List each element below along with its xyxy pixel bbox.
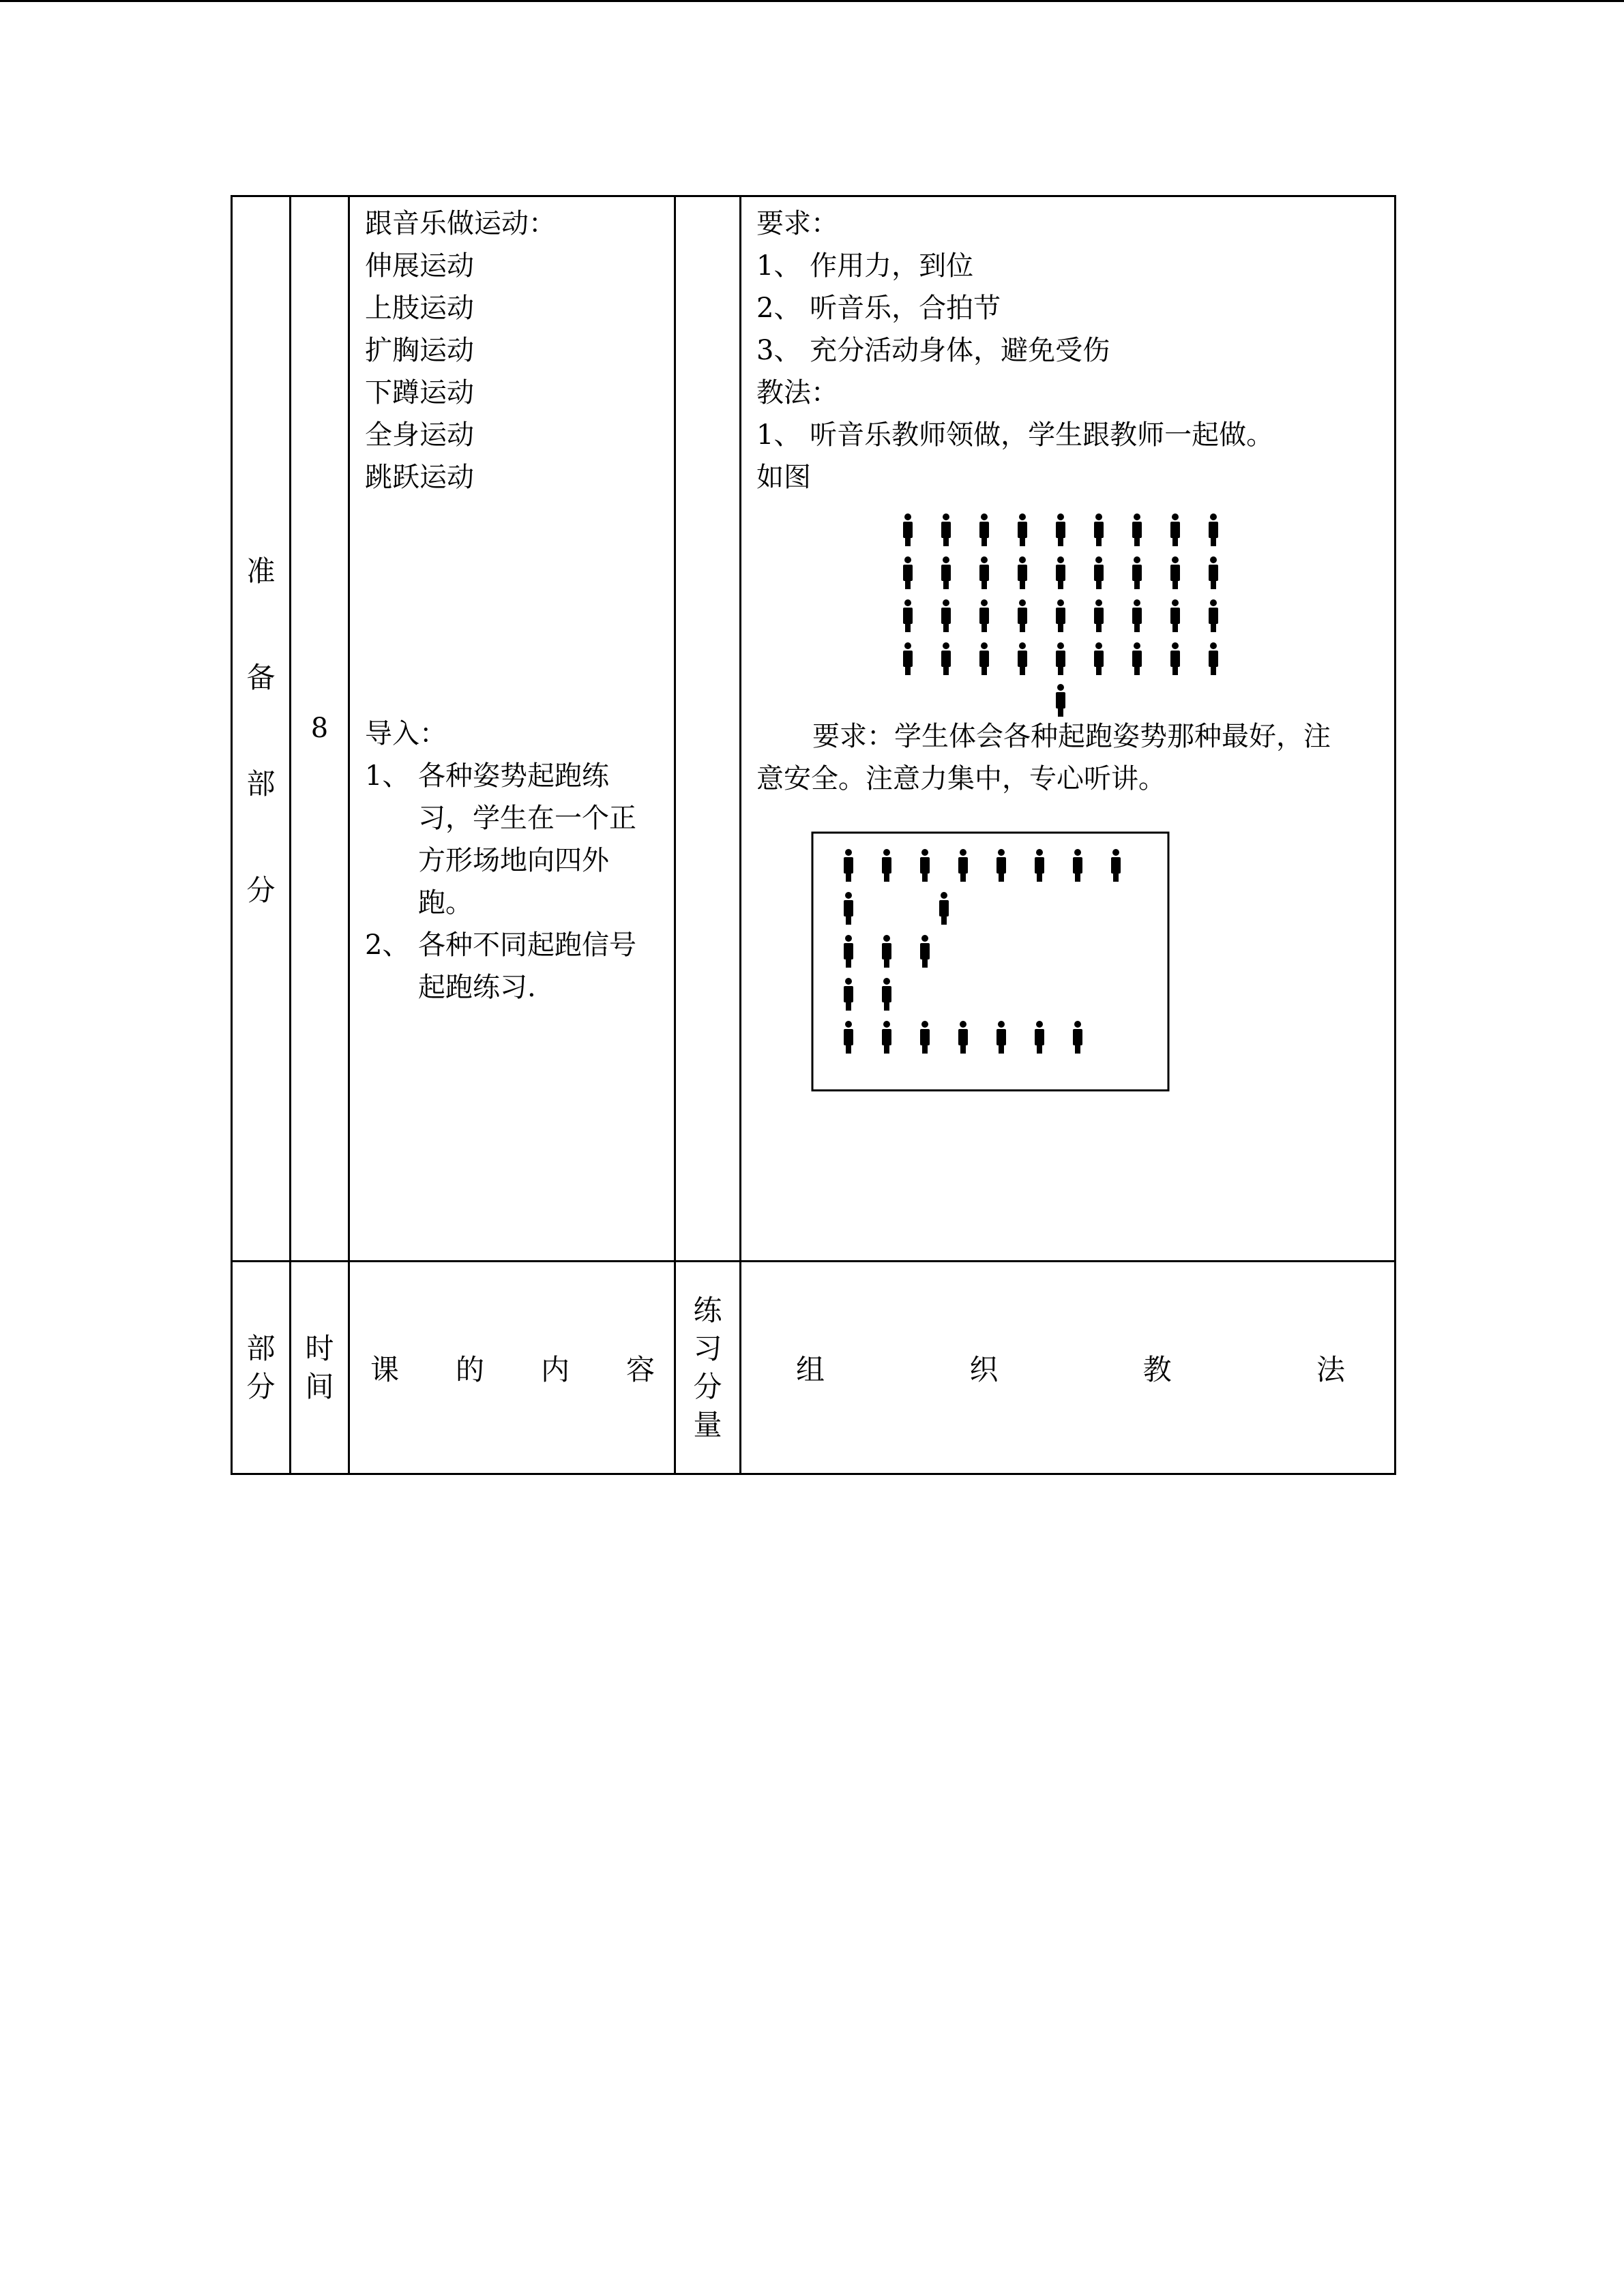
person-icon <box>1094 599 1104 632</box>
person-icon <box>1209 642 1218 675</box>
person-icon <box>1018 513 1027 546</box>
music-exercise-title: 跟音乐做运动： <box>365 208 556 239</box>
person-icon <box>844 978 853 1011</box>
exercise-item: 全身运动 <box>365 419 474 451</box>
header-amount-cell <box>675 1262 741 1474</box>
square-field-diagram <box>756 800 1370 1114</box>
intro-item: 2、 各种不同起跑信号 起跑练习. <box>365 929 636 1003</box>
person-icon <box>941 642 951 675</box>
person-icon <box>903 642 913 675</box>
person-icon <box>920 1021 930 1054</box>
person-icon <box>844 892 853 925</box>
intro-item: 1、 各种姿势起跑练 习，学生在一个正 方形场地向四外 跑。 <box>365 760 636 919</box>
person-icon <box>1073 1021 1082 1054</box>
person-icon <box>941 513 951 546</box>
requirement-item: 2、 听音乐，合拍节 <box>756 293 1001 324</box>
person-icon <box>941 556 951 589</box>
requirements-title: 要求： <box>756 208 838 239</box>
exercise-item: 伸展运动 <box>365 250 474 282</box>
header-content-cell <box>349 1262 675 1474</box>
person-icon <box>939 892 949 925</box>
person-icon <box>844 849 853 882</box>
person-icon <box>1056 513 1065 546</box>
person-icon <box>941 599 951 632</box>
exercise-item: 跳跃运动 <box>365 462 474 493</box>
person-icon <box>1209 513 1218 546</box>
person-icon <box>958 849 968 882</box>
exercise-item: 上肢运动 <box>365 293 474 324</box>
person-icon <box>1056 642 1065 675</box>
exercise-item: 扩胸运动 <box>365 335 474 366</box>
header-time-label: 时 间 <box>305 1331 334 1403</box>
person-icon <box>996 849 1006 882</box>
person-icon <box>903 556 913 589</box>
person-icon <box>844 935 853 968</box>
method-title: 教法： <box>756 377 838 408</box>
person-icon <box>1111 849 1121 882</box>
person-icon <box>920 849 930 882</box>
person-icon <box>1132 556 1142 589</box>
person-icon <box>903 599 913 632</box>
person-icon <box>1170 642 1180 675</box>
header-org-label: 组 织 教 法 <box>796 1352 1345 1386</box>
person-icon <box>1170 513 1180 546</box>
person-icon <box>1094 513 1104 546</box>
person-icon <box>1170 599 1180 632</box>
time-value: 8 <box>310 713 329 744</box>
person-icon <box>903 513 913 546</box>
person-icon <box>882 978 891 1011</box>
header-org-cell <box>741 1262 1396 1474</box>
intro-title: 导入： <box>365 718 447 749</box>
exercise-item: 下蹲运动 <box>365 377 474 408</box>
person-icon <box>1018 599 1027 632</box>
preparation-section-row <box>232 196 1396 1262</box>
formation-diagram <box>756 498 1370 724</box>
person-icon <box>1056 599 1065 632</box>
person-icon <box>1170 556 1180 589</box>
person-icon <box>979 599 989 632</box>
header-row <box>232 1262 1396 1474</box>
person-icon <box>1094 642 1104 675</box>
person-icon <box>844 1021 853 1054</box>
requirement-item: 3、 充分活动身体，避免受伤 <box>756 335 1110 366</box>
person-icon <box>979 642 989 675</box>
header-part-label: 部 分 <box>246 1331 276 1403</box>
page-top-border <box>0 0 1624 2</box>
time-cell <box>291 196 349 1262</box>
part-cell <box>232 196 291 1262</box>
person-icon <box>1018 642 1027 675</box>
person-icon <box>1073 849 1082 882</box>
amount-cell <box>675 196 741 1262</box>
method-item: 1、 听音乐教师领做，学生跟教师一起做。 <box>756 419 1274 451</box>
person-icon <box>1094 556 1104 589</box>
person-icon <box>882 935 891 968</box>
content-cell <box>349 196 675 1262</box>
requirement-paragraph: 要求：学生体会各种起跑姿势那种最好，注 意安全。注意力集中，专心听讲。 <box>756 721 1331 794</box>
requirement-item: 1、 作用力，到位 <box>756 250 974 282</box>
person-icon <box>1132 513 1142 546</box>
part-label: 准 备 部 分 <box>246 554 276 907</box>
person-icon <box>1056 556 1065 589</box>
person-icon <box>996 1021 1006 1054</box>
lesson-plan-table <box>231 195 1396 1475</box>
person-icon <box>1132 599 1142 632</box>
person-icon <box>882 1021 891 1054</box>
header-time-cell <box>291 1262 349 1474</box>
person-icon <box>1018 556 1027 589</box>
person-icon <box>1056 684 1065 717</box>
person-icon <box>1209 556 1218 589</box>
header-amount-label: 练 习 分 量 <box>693 1293 722 1442</box>
person-icon <box>882 849 891 882</box>
person-icon <box>979 513 989 546</box>
person-icon <box>920 935 930 968</box>
organization-cell <box>741 196 1396 1262</box>
person-icon <box>1035 849 1044 882</box>
person-icon <box>1035 1021 1044 1054</box>
figure-label: 如图 <box>756 462 811 493</box>
person-icon <box>958 1021 968 1054</box>
person-icon <box>1132 642 1142 675</box>
person-icon <box>1209 599 1218 632</box>
person-icon <box>979 556 989 589</box>
header-content-label: 课 的 内 容 <box>370 1352 655 1386</box>
header-part-cell <box>232 1262 291 1474</box>
